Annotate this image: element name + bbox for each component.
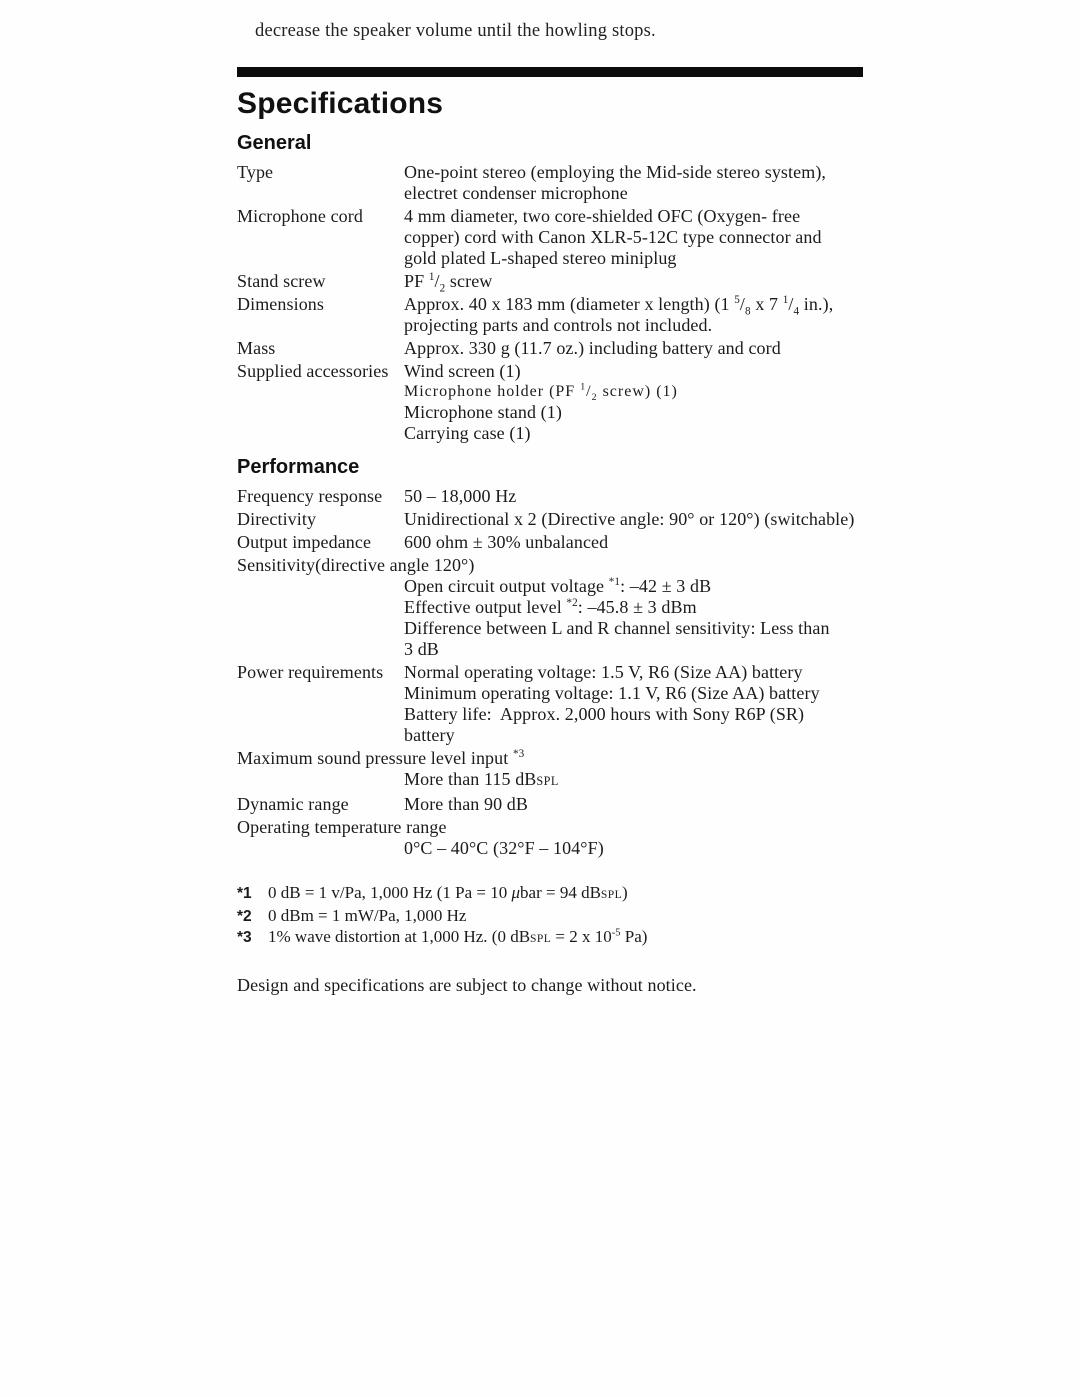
spec-value-line: 600 ohm ± 30% unbalanced: [404, 532, 609, 552]
spec-value-line: More than 90 dB: [404, 794, 528, 814]
spec-row: [237, 555, 877, 660]
spec-row: [237, 662, 877, 746]
spec-row: [237, 486, 877, 507]
spec-row-values: [404, 206, 877, 269]
spec-row-values: [404, 662, 877, 746]
spec-section: [237, 456, 877, 859]
spec-value-line: Microphone stand (1): [404, 402, 562, 422]
spec-row: [237, 271, 877, 295]
spec-value-line: electret condenser microphone: [404, 183, 628, 203]
spec-value-line: 50 – 18,000 Hz: [404, 486, 517, 506]
spec-row-label: Power requirements: [237, 662, 384, 682]
spec-row-label: Frequency response: [237, 486, 383, 506]
spec-value-line: copper) cord with Canon XLR-5-12C type connector and: [404, 227, 822, 247]
footnote-text: 0 dBm = 1 mW/Pa, 1,000 Hz: [268, 905, 467, 925]
spec-row: [237, 817, 877, 859]
spec-value-line: Difference between L and R channel sensitivity: Less than: [404, 618, 830, 638]
spec-value-line: battery: [404, 725, 455, 745]
spec-row-label: Supplied accessories: [237, 361, 389, 381]
footnotes: [237, 883, 877, 950]
spec-value-line: Approx. 330 g (11.7 oz.) including battery and cord: [404, 338, 781, 358]
footnote-item: [237, 927, 877, 950]
section-heading: General: [237, 132, 312, 154]
footnote-item: [237, 906, 877, 928]
spec-row-label: Type: [237, 162, 274, 182]
footnote-text: 0 dB = 1 v/Pa, 1,000 Hz (1 Pa = 10 μbar = 94 dBSPL): [268, 883, 628, 902]
spec-row-label: Operating temperature range: [237, 817, 447, 837]
spec-row: [237, 338, 877, 359]
spec-value-line: Wind screen (1): [404, 361, 521, 381]
spec-row-label: Stand screw: [237, 271, 326, 291]
closing-note: Design and specifications are subject to change without notice.: [237, 974, 697, 995]
spec-row-values: [404, 769, 877, 792]
spec-row-values: [404, 338, 877, 359]
footnote-text: 1% wave distortion at 1,000 Hz. (0 dBSPL = 2 x $10^{-5}$ Pa): [268, 927, 648, 946]
spec-row-label: Output impedance: [237, 532, 372, 552]
spec-row: [237, 509, 877, 530]
spec-row-label: Mass: [237, 338, 276, 358]
spec-row-label: Directivity: [237, 509, 317, 529]
spec-value-line: Open circuit output voltage $^{*1}$: –42 ± 3 dB: [404, 576, 712, 596]
spec-sections: [237, 132, 877, 859]
section-heading: Performance: [237, 456, 360, 478]
footnote-marker: *1: [237, 885, 252, 902]
spec-row-values: [404, 532, 877, 553]
spec-value-line: Normal operating voltage: 1.5 V, R6 (Size AA) battery: [404, 662, 803, 682]
footnote-item: [237, 883, 877, 906]
spec-value-line: Unidirectional x 2 (Directive angle: 90° or 120°) (switchable): [404, 509, 855, 529]
spec-value-line: Microphone holder (PF $^1/_2$ screw) (1): [404, 381, 678, 404]
spec-row: [237, 294, 877, 336]
spec-row-values: [404, 271, 877, 295]
spec-value-line: 0°C – 40°C (32°F – 104°F): [404, 838, 604, 858]
spec-row-values: [404, 794, 877, 815]
spec-value-line: Effective output level $^{*2}$: –45.8 ± 3 dBm: [404, 597, 697, 617]
spec-row-values: [404, 509, 877, 530]
spec-row-values: [404, 838, 877, 859]
spec-value-line: Minimum operating voltage: 1.1 V, R6 (Size AA) battery: [404, 683, 820, 703]
footnote-marker: *3: [237, 929, 252, 946]
page-content: [237, 20, 877, 996]
spec-row-values: [404, 162, 877, 204]
spec-row: [237, 361, 877, 444]
spec-value-line: Approx. 40 x 183 mm (diameter x length) (1 $^5/_8$ x 7 $^1/_4$ in.),: [404, 294, 834, 318]
spec-row-values: [404, 361, 877, 444]
spec-section: [237, 132, 877, 444]
spec-row: [237, 162, 877, 204]
spec-row-label: Microphone cord: [237, 206, 363, 226]
spec-row-label: Sensitivity(directive angle 120°): [237, 555, 475, 575]
spec-row-values: [404, 294, 877, 336]
spec-value-line: projecting parts and controls not included.: [404, 315, 713, 335]
section-divider-bar: [237, 67, 863, 77]
spec-row-label: Dynamic range: [237, 794, 349, 814]
spec-value-line: Carrying case (1): [404, 423, 531, 443]
spec-row-values: [404, 486, 877, 507]
spec-row: [237, 206, 877, 269]
spec-value-line: Battery life: Approx. 2,000 hours with Sony R6P (SR): [404, 704, 805, 724]
spec-value-line: One-point stereo (employing the Mid-side stereo system),: [404, 162, 827, 182]
spec-row: [237, 748, 877, 792]
spec-row-values: [404, 576, 877, 660]
spec-value-line: 3 dB: [404, 639, 439, 659]
spec-row-label: Maximum sound pressure level input $^{*3}$: [237, 748, 525, 768]
spec-value-line: More than 115 dBSPL: [404, 769, 559, 789]
footnote-marker: *2: [237, 907, 252, 925]
page-title: Specifications: [237, 87, 444, 120]
spec-row: [237, 794, 877, 815]
spec-value-line: gold plated L-shaped stereo miniplug: [404, 248, 677, 268]
spec-value-line: 4 mm diameter, two core-shielded OFC (Oxygen- free: [404, 206, 801, 226]
intro-text: decrease the speaker volume until the howling stops.: [255, 21, 656, 41]
spec-value-line: PF $^1/_2$ screw: [404, 271, 493, 295]
spec-row-label: Dimensions: [237, 294, 325, 314]
spec-row: [237, 532, 877, 553]
